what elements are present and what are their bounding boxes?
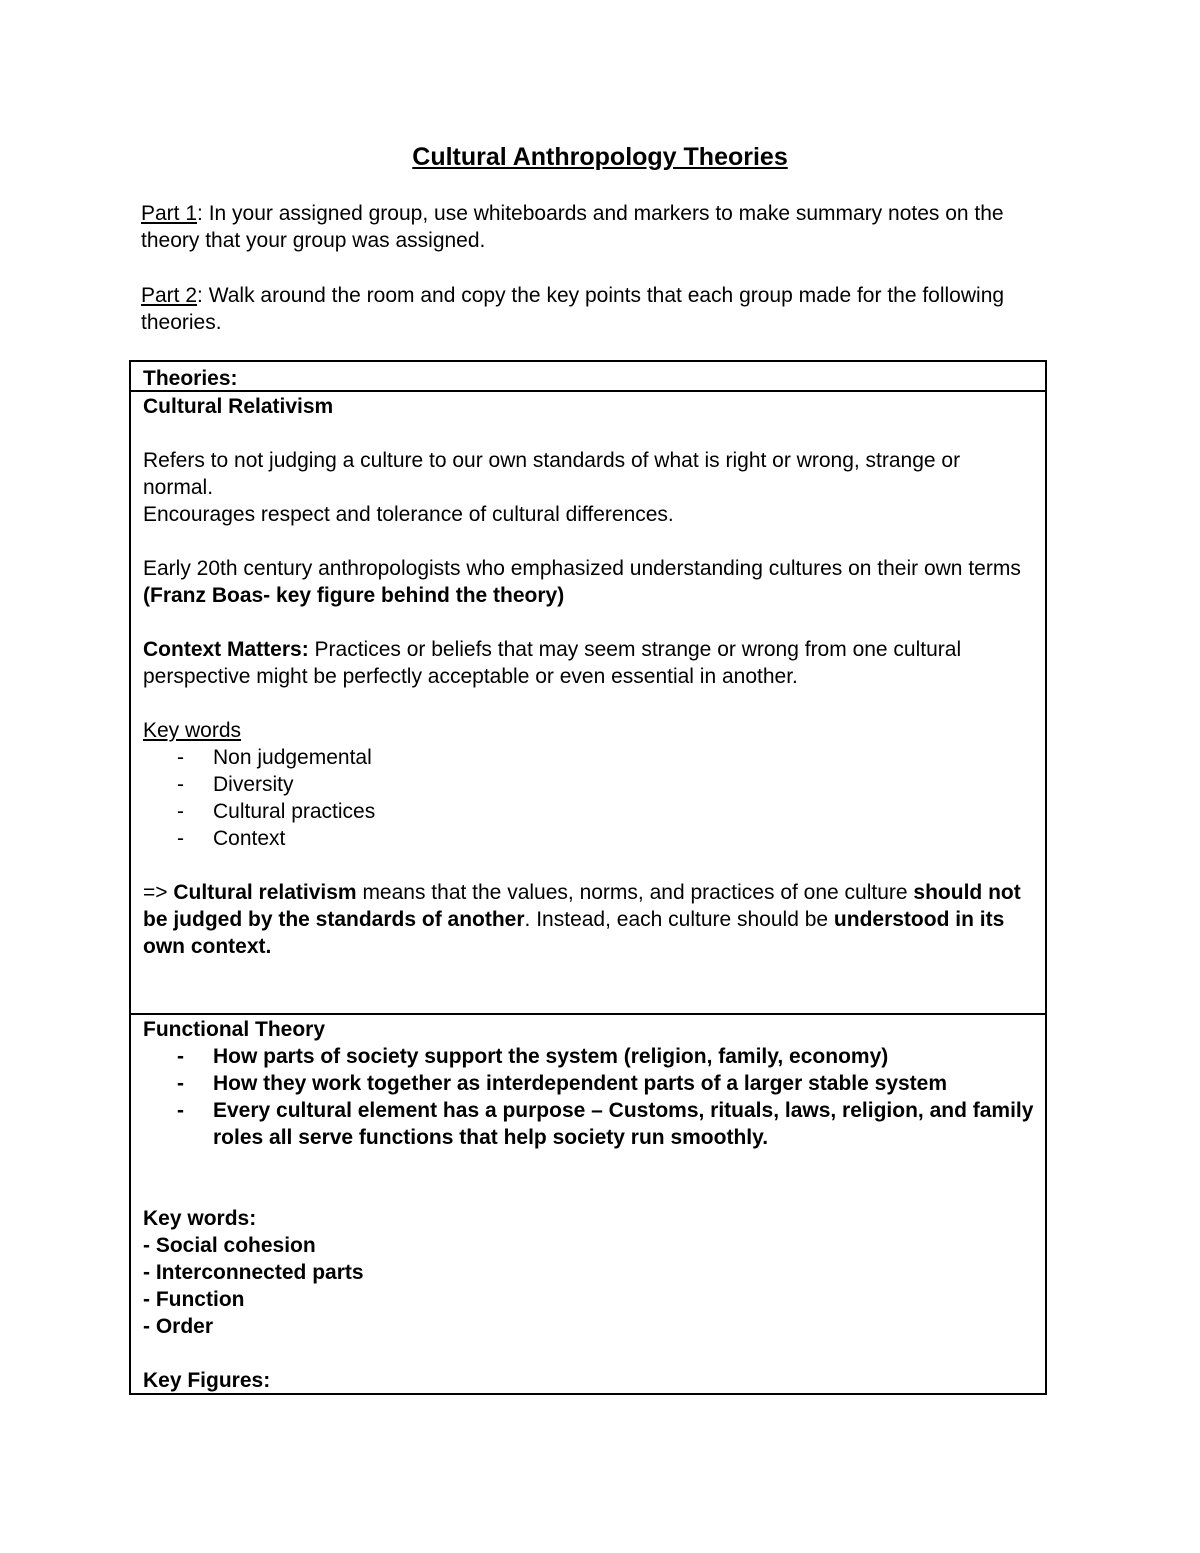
cr-definition-1: Refers to not judging a culture to our own standards of what is right or wrong, strange or normal. xyxy=(143,449,961,499)
part1-label: Part 1 xyxy=(141,202,198,225)
part1-instructions xyxy=(141,200,1051,254)
cr-keywords-label: Key words xyxy=(143,719,242,742)
ft-key-figures-label: Key Figures: xyxy=(143,1369,271,1392)
cultural-relativism-cell xyxy=(131,392,1045,1015)
ft-keywords-label: Key words: xyxy=(143,1207,257,1230)
part2-label: Part 2 xyxy=(141,284,198,307)
list-item: - Diversity xyxy=(177,773,294,796)
cr-history xyxy=(143,555,1035,609)
list-item: - Context xyxy=(177,827,286,850)
functional-theory-cell xyxy=(131,1015,1045,1393)
ft-keyword: - Function xyxy=(143,1288,245,1311)
cultural-relativism-heading: Cultural Relativism xyxy=(143,395,334,418)
cr-summary: => Cultural relativism means that the values, norms, and practices of one culture should not be judged by the standards of another. Instead, each culture should be understood in its own context. xyxy=(143,881,1021,958)
functional-theory-heading: Functional Theory xyxy=(143,1018,326,1041)
part2-text: : Walk around the room and copy the key points that each group made for the following theories. xyxy=(141,284,1005,334)
part1-text: : In your assigned group, use whiteboards and markers to make summary notes on the theory that your group was assigned. xyxy=(141,202,1004,252)
cr-keywords-list xyxy=(143,744,1035,852)
ft-keyword: - Order xyxy=(143,1315,214,1338)
cr-history-text: Early 20th century anthropologists who emphasized understanding cultures on their own terms xyxy=(143,557,1021,580)
ft-keyword: - Interconnected parts xyxy=(143,1261,364,1284)
table-header: Theories: xyxy=(143,367,238,390)
list-item: - How they work together as interdependent parts of a larger stable system xyxy=(177,1072,948,1095)
list-item: - Non judgemental xyxy=(177,746,372,769)
cr-context xyxy=(143,636,1035,690)
cr-context-label: Context Matters: xyxy=(143,638,309,661)
ft-points-list xyxy=(143,1043,1035,1151)
page-title: Cultural Anthropology Theories xyxy=(412,143,788,171)
theories-table xyxy=(129,360,1047,1395)
cr-definition-2: Encourages respect and tolerance of cultural differences. xyxy=(143,503,674,526)
ft-keyword: - Social cohesion xyxy=(143,1234,316,1257)
list-item: - How parts of society support the system (religion, family, economy) xyxy=(177,1045,889,1068)
list-item: - Cultural practices xyxy=(177,800,376,823)
part2-instructions xyxy=(141,282,1051,336)
cr-history-key-figure: (Franz Boas- key figure behind the theory) xyxy=(143,584,565,607)
cr-context-text: Practices or beliefs that may seem strange or wrong from one cultural perspective might be perfectly acceptable or even essential in another. xyxy=(143,638,962,688)
list-item: - Every cultural element has a purpose – Customs, rituals, laws, religion, and family roles all serve functions that help society run smoothly. xyxy=(177,1099,1034,1149)
table-header-cell xyxy=(131,362,1045,392)
